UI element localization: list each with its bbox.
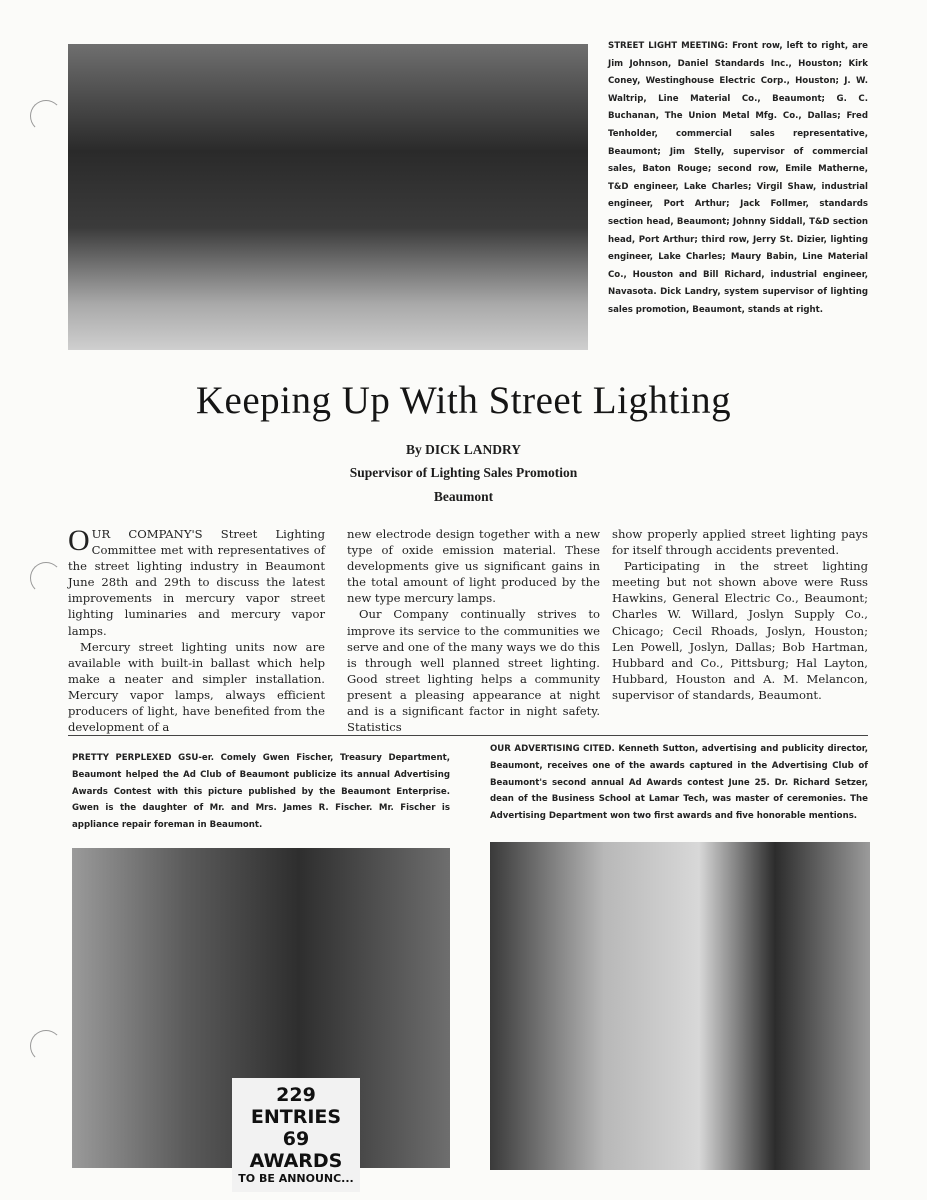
- article-column-2: [347, 526, 600, 735]
- sign-line: TO BE ANNOUNC...: [238, 1172, 354, 1185]
- awards-sign: [232, 1078, 360, 1192]
- sign-line: 229 ENTRIES: [250, 1084, 342, 1128]
- punch-hole: [30, 1030, 62, 1062]
- paragraph: new electrode design together with a new type of oxide emission material. These developments give us significant gains in the total amount of light produced by the new type mercury lamps.: [347, 527, 600, 606]
- paragraph: UR COMPANY'S Street Lighting Committee met with representatives of the street lighting industry in Beaumont June 28th and 29th to discuss the latest improvements in mercury vapor street lighting luminaries and mercury vapor lamps.: [68, 527, 325, 638]
- punch-hole: [30, 100, 62, 132]
- article-column-3: [612, 526, 868, 703]
- caption-lead: PRETTY PERPLEXED GSU-er.: [72, 753, 215, 763]
- paragraph: show properly applied street lighting pays for itself through accidents prevented.: [612, 527, 868, 558]
- caption-text: Comely Gwen Fischer, Treasury Department, Beaumont helped the Ad Club of Beaumont publicize its annual Advertising Awards Contest with this picture published by the Beaumont Enterprise. Gwen is the daughter of Mr. and Mrs. James R. Fischer. Mr. Fischer is appliance repair foreman in Beaumont.: [72, 753, 450, 831]
- paragraph: Mercury street lighting units now are available with built-in ballast which help make a neater and simpler installation. Mercury vapor lamps, always efficient producers of light, have benefited from the development of a: [68, 639, 325, 735]
- article-column-1: [68, 526, 325, 735]
- gwen-fischer-photo: [72, 848, 450, 1185]
- street-light-meeting-caption: [608, 38, 868, 320]
- pretty-perplexed-caption: [72, 750, 450, 834]
- street-light-meeting-photo: [68, 44, 588, 350]
- author-location: Beaumont: [433, 489, 494, 504]
- punch-hole: [30, 562, 62, 594]
- caption-text: Front row, left to right, are Jim Johnson, Daniel Standards Inc., Houston; Kirk Coney, Westinghouse Electric Corp., Houston; J. W. Waltrip, Line Material Co., Beaumont; G. C. Buchanan, The Union Metal Mfg. Co., Dallas; Fred Tenholder, commercial sales representative, Beaumont; Jim Stelly, supervisor of commercial sales, Baton Rouge; second row, Emile Matherne, T&D engineer, Lake Charles; Virgil Shaw, industrial engineer, Port Arthur; Jack Follmer, standards section head, Beaumont; Johnny Siddall, T&D section head, Port Arthur; third row, Jerry St. Dizier, lighting engineer, Lake Charles; Maury Babin, Line Material Co., Houston and Bill Richard, industrial engineer, Navasota. Dick Landry, system supervisor of lighting sales promotion, Beaumont, stands at right.: [608, 41, 868, 315]
- caption-text: Kenneth Sutton, advertising and publicity director, Beaumont, receives one of the awards captured in the Advertising Club of Beaumont's second annual Ad Awards contest June 25. Dr. Richard Setzer, dean of the Business School at Lamar Tech, was master of ceremonies. The Advertising Department won two first awards and five honorable mentions.: [490, 744, 869, 822]
- paragraph: Our Company continually strives to improve its service to the communities we serve and one of the many ways we do this is through well planned street lighting. Good street lighting helps a community present a pleasing appearance at night and is a significant factor in night safety. Statistics: [347, 607, 600, 735]
- award-handshake-photo: [490, 842, 870, 1170]
- paragraph: Participating in the street lighting meeting but not shown above were Russ Hawkins, General Electric Co., Beaumont; Charles W. Willard, Joslyn Supply Co., Chicago; Cecil Rhoads, Joslyn, Houston; Len Powell, Joslyn, Dallas; Bob Hartman, Hubbard and Co., Pittsburg; Hal Layton, Hubbard, Houston and A. M. Melancon, supervisor of standards, Beaumont.: [612, 559, 868, 702]
- article-title: Keeping Up With Street Lighting: [195, 379, 732, 422]
- byline: By DICK LANDRY: [405, 442, 522, 457]
- caption-lead: STREET LIGHT MEETING:: [608, 41, 729, 51]
- drop-cap: O: [68, 524, 90, 557]
- caption-lead: OUR ADVERTISING CITED.: [490, 744, 615, 754]
- advertising-cited-caption: [490, 741, 868, 825]
- author-title: Supervisor of Lighting Sales Promotion: [349, 465, 578, 480]
- section-divider: [68, 735, 868, 736]
- sign-line: 69 AWARDS: [249, 1128, 343, 1172]
